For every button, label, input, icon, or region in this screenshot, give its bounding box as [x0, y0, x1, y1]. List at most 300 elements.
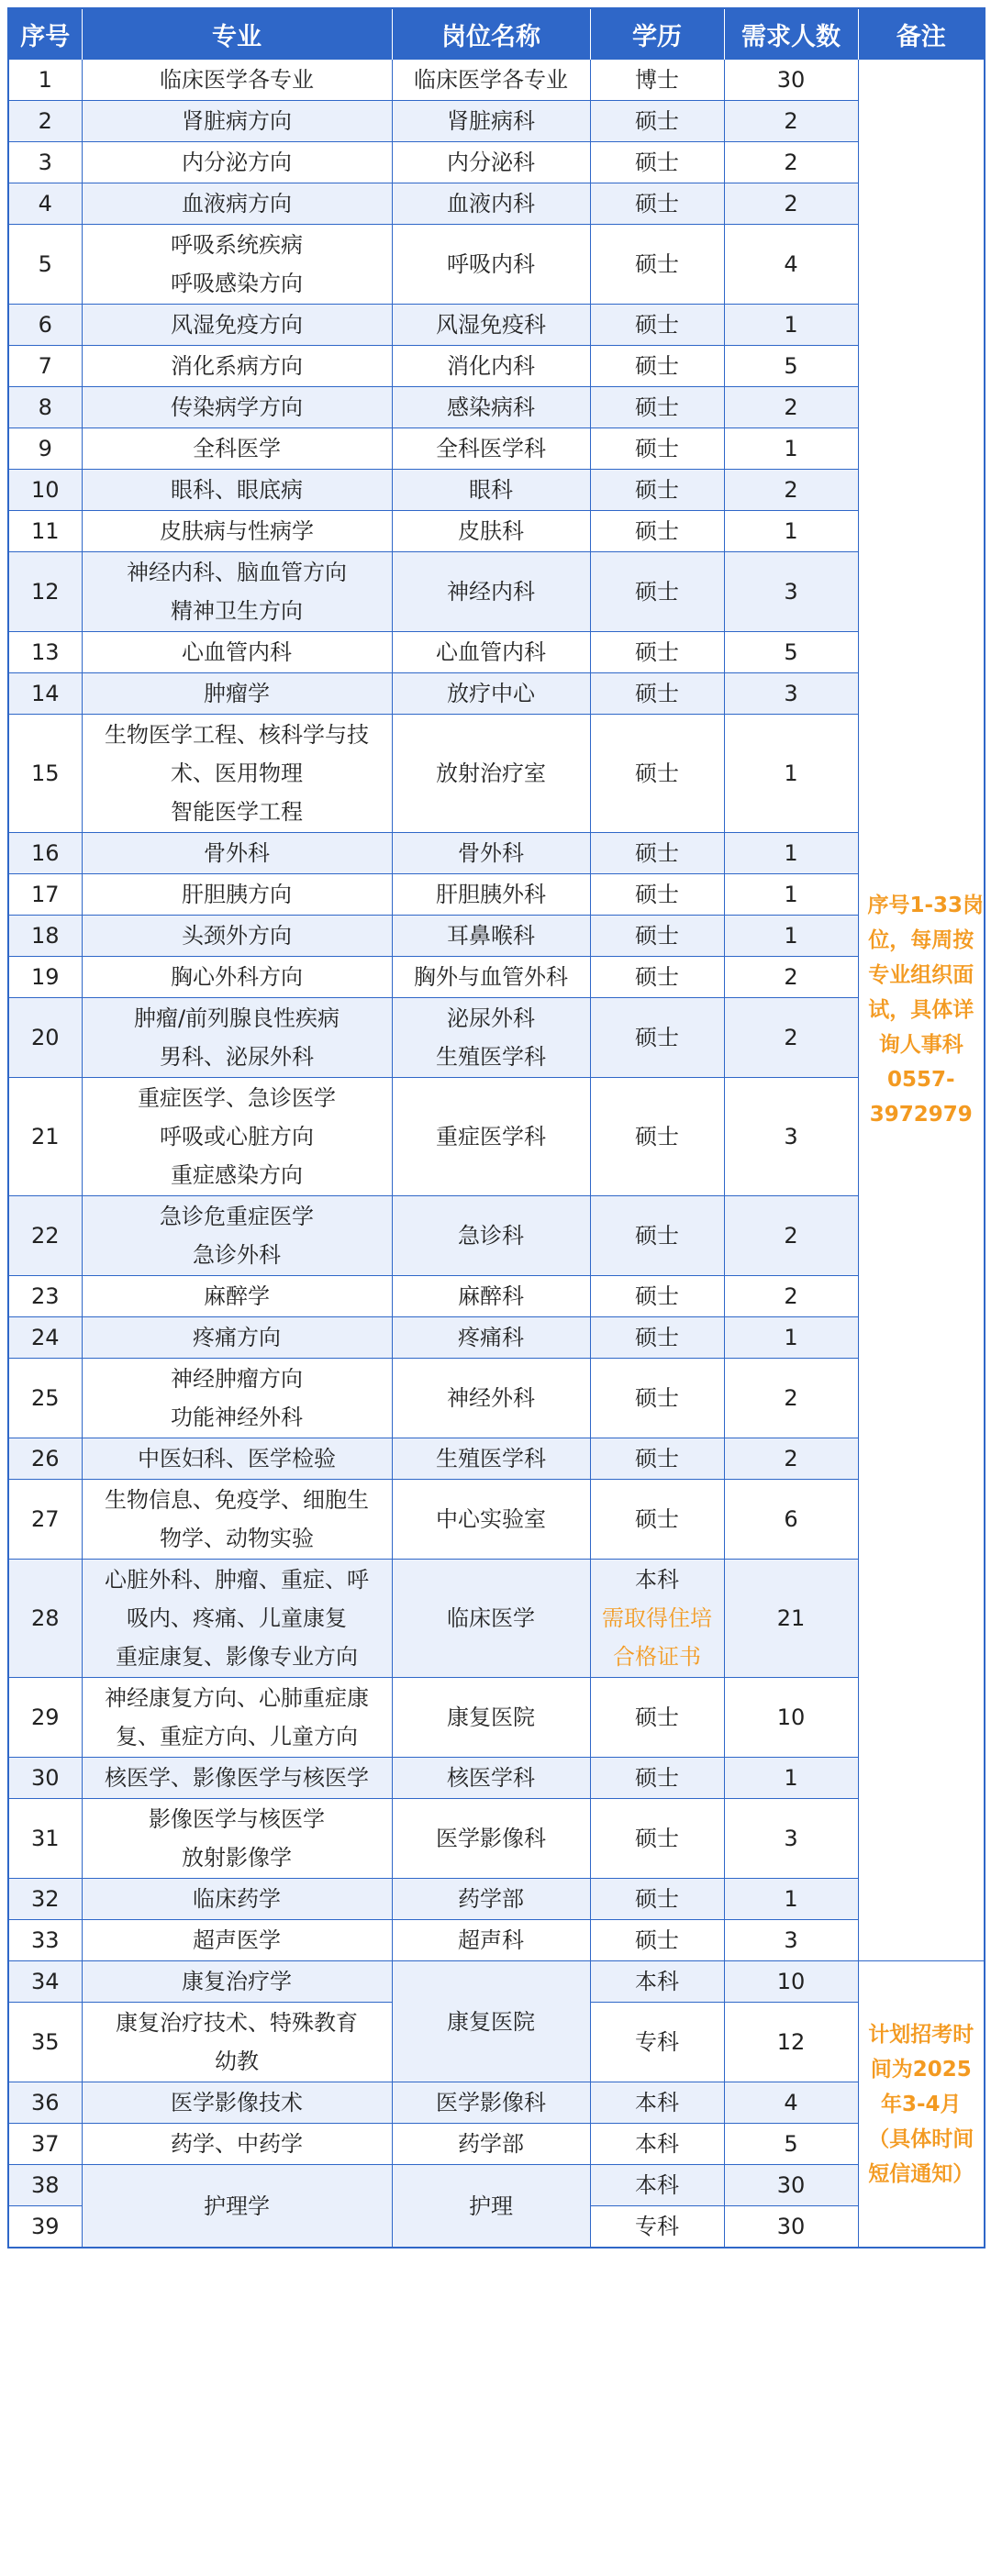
cell-position [392, 2124, 590, 2165]
cell-count: 2 [724, 998, 858, 1078]
cell-no: 24 [8, 1317, 82, 1359]
table-row [8, 1758, 985, 1799]
cell-count: 2 [724, 183, 858, 225]
cell-major [82, 1480, 392, 1560]
cell-no: 36 [8, 2082, 82, 2124]
cell-count: 3 [724, 1799, 858, 1879]
cell-line: 核医学、影像医学与核医学 [105, 1765, 369, 1791]
header-education: 学历 [590, 8, 724, 60]
cell-line: 核医学科 [447, 1765, 535, 1791]
cell-position [392, 1560, 590, 1678]
cell-education [590, 1758, 724, 1799]
cell-line: 传染病学方向 [171, 394, 303, 420]
table-row [8, 1359, 985, 1438]
cell-line: 风湿免疫方向 [171, 312, 303, 338]
cell-line: 骨外科 [204, 840, 270, 866]
cell-line: 药学部 [458, 1886, 524, 1912]
cell-line: 泌尿外科 [447, 1005, 535, 1031]
cell-education [590, 511, 724, 552]
cell-no: 20 [8, 998, 82, 1078]
cell-education [590, 1961, 724, 2003]
cell-no: 12 [8, 552, 82, 632]
cell-line: 硕士 [635, 1325, 679, 1350]
cell-line: 心脏外科、肿瘤、重症、呼 [105, 1567, 369, 1593]
cell-no: 1 [8, 60, 82, 101]
cell-count: 30 [724, 2165, 858, 2206]
cell-line: 中心实验室 [436, 1506, 546, 1532]
cell-count: 2 [724, 1196, 858, 1276]
cell-line: 风湿免疫科 [436, 312, 546, 338]
cell-education [590, 1276, 724, 1317]
cell-count: 5 [724, 2124, 858, 2165]
cell-line: 硕士 [635, 312, 679, 338]
cell-line: 中医妇科、医学检验 [138, 1446, 336, 1471]
cell-line: 肾脏病方向 [182, 108, 292, 134]
cell-line: 硕士 [635, 518, 679, 544]
cell-education [590, 2003, 724, 2082]
cell-line: 重症康复、影像专业方向 [116, 1644, 358, 1670]
cell-education [590, 673, 724, 715]
cell-education [590, 2124, 724, 2165]
cell-major [82, 1276, 392, 1317]
cell-line: 硕士 [635, 761, 679, 786]
cell-position [392, 60, 590, 101]
cell-count: 1 [724, 833, 858, 874]
cell-line: 硕士 [635, 1826, 679, 1851]
cell-line: 耳鼻喉科 [447, 923, 535, 949]
cell-line: 物学、动物实验 [160, 1526, 314, 1551]
cell-line: 需取得住培 [602, 1605, 712, 1631]
cell-major [82, 1799, 392, 1879]
cell-education [590, 998, 724, 1078]
cell-line: 临床医学各专业 [414, 67, 568, 93]
cell-line: 胸外与血管外科 [414, 964, 568, 990]
cell-position [392, 2165, 590, 2248]
cell-education [590, 2082, 724, 2124]
cell-count: 5 [724, 632, 858, 673]
table-row [8, 957, 985, 998]
cell-position [392, 874, 590, 916]
cell-no: 23 [8, 1276, 82, 1317]
cell-major [82, 1359, 392, 1438]
cell-major [82, 1317, 392, 1359]
cell-line: 男科、泌尿外科 [160, 1044, 314, 1070]
cell-education [590, 2165, 724, 2206]
cell-count: 2 [724, 1276, 858, 1317]
cell-education [590, 1078, 724, 1196]
table-row [8, 511, 985, 552]
cell-count: 1 [724, 428, 858, 470]
cell-position [392, 225, 590, 305]
cell-count: 1 [724, 305, 858, 346]
cell-line: 吸内、疼痛、儿童康复 [127, 1605, 347, 1631]
table-row [8, 715, 985, 833]
cell-major [82, 1078, 392, 1196]
cell-count: 4 [724, 2082, 858, 2124]
cell-position [392, 1480, 590, 1560]
cell-no: 37 [8, 2124, 82, 2165]
cell-line: 麻醉科 [458, 1283, 524, 1309]
cell-count: 2 [724, 142, 858, 183]
cell-line: 头颈外方向 [182, 923, 292, 949]
cell-major [82, 1438, 392, 1480]
cell-line: 心血管内科 [436, 639, 546, 665]
cell-line: 皮肤病与性病学 [160, 518, 314, 544]
cell-position [392, 1920, 590, 1961]
cell-line: 医学影像科 [436, 1826, 546, 1851]
cell-line: 临床医学各专业 [160, 67, 314, 93]
cell-position [392, 346, 590, 387]
header-position: 岗位名称 [392, 8, 590, 60]
table-row [8, 1276, 985, 1317]
cell-education [590, 1879, 724, 1920]
table-row [8, 2165, 985, 2206]
cell-education [590, 833, 724, 874]
remark-line: 年3-4月 [880, 2092, 962, 2116]
cell-line: 超声科 [458, 1927, 524, 1953]
cell-no: 31 [8, 1799, 82, 1879]
header-major: 专业 [82, 8, 392, 60]
cell-education [590, 1678, 724, 1758]
cell-remark-note2 [858, 1961, 985, 2248]
table-row [8, 387, 985, 428]
cell-position [392, 833, 590, 874]
cell-line: 疼痛科 [458, 1325, 524, 1350]
cell-position [392, 511, 590, 552]
cell-no: 9 [8, 428, 82, 470]
cell-line: 硕士 [635, 1765, 679, 1791]
cell-position [392, 1758, 590, 1799]
cell-line: 博士 [635, 67, 679, 93]
cell-position [392, 470, 590, 511]
cell-no: 38 [8, 2165, 82, 2206]
cell-major [82, 2082, 392, 2124]
cell-count: 2 [724, 470, 858, 511]
cell-position [392, 1317, 590, 1359]
cell-count: 1 [724, 1317, 858, 1359]
cell-line: 生殖医学科 [436, 1446, 546, 1471]
cell-count: 2 [724, 101, 858, 142]
cell-line: 本科 [635, 1567, 679, 1593]
cell-no: 19 [8, 957, 82, 998]
cell-major [82, 305, 392, 346]
table-body [8, 60, 985, 2248]
cell-count: 1 [724, 511, 858, 552]
cell-line: 急诊危重症医学 [160, 1204, 314, 1229]
cell-no: 17 [8, 874, 82, 916]
cell-line: 超声医学 [193, 1927, 281, 1953]
cell-count: 12 [724, 2003, 858, 2082]
cell-position [392, 998, 590, 1078]
cell-major [82, 1961, 392, 2003]
cell-education [590, 1359, 724, 1438]
table-row [8, 470, 985, 511]
cell-no: 28 [8, 1560, 82, 1678]
cell-major [82, 1920, 392, 1961]
cell-line: 放射治疗室 [436, 761, 546, 786]
cell-line: 呼吸或心脏方向 [160, 1124, 314, 1149]
cell-no: 33 [8, 1920, 82, 1961]
cell-position [392, 1879, 590, 1920]
cell-major [82, 101, 392, 142]
cell-no: 25 [8, 1359, 82, 1438]
cell-line: 疼痛方向 [193, 1325, 281, 1350]
cell-count: 2 [724, 1438, 858, 1480]
cell-count: 2 [724, 957, 858, 998]
cell-line: 药学部 [458, 2131, 524, 2157]
cell-line: 生殖医学科 [436, 1044, 546, 1070]
cell-line: 神经康复方向、心肺重症康 [105, 1685, 369, 1711]
cell-no: 11 [8, 511, 82, 552]
table-row [8, 1920, 985, 1961]
cell-line: 硕士 [635, 681, 679, 706]
cell-line: 智能医学工程 [171, 799, 303, 825]
cell-major [82, 874, 392, 916]
cell-major [82, 1560, 392, 1678]
cell-line: 硕士 [635, 1283, 679, 1309]
table-row [8, 60, 985, 101]
cell-education [590, 142, 724, 183]
cell-count: 2 [724, 1359, 858, 1438]
cell-count: 1 [724, 1879, 858, 1920]
cell-education [590, 470, 724, 511]
cell-no: 8 [8, 387, 82, 428]
cell-line: 神经外科 [447, 1385, 535, 1411]
table-row [8, 632, 985, 673]
cell-line: 硕士 [635, 840, 679, 866]
cell-no: 18 [8, 916, 82, 957]
recruitment-table-wrapper [7, 7, 984, 2248]
cell-count: 1 [724, 916, 858, 957]
cell-line: 血液内科 [447, 191, 535, 217]
cell-line: 硕士 [635, 436, 679, 461]
cell-position [392, 1438, 590, 1480]
cell-line: 术、医用物理 [171, 761, 303, 786]
cell-line: 肝胆胰外科 [436, 882, 546, 907]
cell-line: 血液病方向 [182, 191, 292, 217]
cell-no: 2 [8, 101, 82, 142]
cell-line: 消化系病方向 [171, 353, 303, 379]
remark-line: 间为2025 [870, 2057, 972, 2082]
table-row [8, 1879, 985, 1920]
table-row [8, 998, 985, 1078]
cell-education [590, 1480, 724, 1560]
cell-education [590, 2206, 724, 2248]
cell-line: 康复医院 [447, 1704, 535, 1730]
cell-line: 眼科、眼底病 [171, 477, 303, 503]
cell-line: 硕士 [635, 1506, 679, 1532]
table-row [8, 1799, 985, 1879]
cell-count: 3 [724, 1078, 858, 1196]
table-row [8, 1438, 985, 1480]
cell-major [82, 833, 392, 874]
table-row [8, 2082, 985, 2124]
cell-line: 硕士 [635, 1223, 679, 1249]
cell-major [82, 1758, 392, 1799]
cell-no: 13 [8, 632, 82, 673]
cell-major [82, 142, 392, 183]
cell-major [82, 998, 392, 1078]
cell-no: 16 [8, 833, 82, 874]
cell-major [82, 916, 392, 957]
cell-line: 护理学 [204, 2193, 270, 2219]
cell-count: 1 [724, 874, 858, 916]
cell-line: 医学影像科 [436, 2090, 546, 2115]
cell-position [392, 1359, 590, 1438]
cell-education [590, 1317, 724, 1359]
cell-line: 康复治疗技术、特殊教育 [116, 2010, 358, 2036]
cell-major [82, 632, 392, 673]
cell-line: 硕士 [635, 394, 679, 420]
cell-no: 21 [8, 1078, 82, 1196]
cell-no: 15 [8, 715, 82, 833]
cell-position [392, 632, 590, 673]
cell-education [590, 874, 724, 916]
cell-education [590, 552, 724, 632]
cell-education [590, 916, 724, 957]
cell-position [392, 101, 590, 142]
cell-remark-note1 [858, 60, 985, 1961]
cell-education [590, 183, 724, 225]
cell-line: 本科 [635, 1969, 679, 1994]
cell-education [590, 428, 724, 470]
cell-line: 急诊外科 [193, 1242, 281, 1268]
cell-no: 4 [8, 183, 82, 225]
cell-count: 10 [724, 1961, 858, 2003]
cell-line: 呼吸内科 [447, 251, 535, 277]
table-row [8, 142, 985, 183]
table-row [8, 833, 985, 874]
header-no: 序号 [8, 8, 82, 60]
cell-no: 14 [8, 673, 82, 715]
remark-line: （具体时间 [868, 2126, 974, 2151]
table-row [8, 552, 985, 632]
cell-line: 硕士 [635, 579, 679, 605]
cell-count: 10 [724, 1678, 858, 1758]
cell-major [82, 2165, 392, 2248]
cell-position [392, 673, 590, 715]
table-row [8, 1678, 985, 1758]
cell-no: 35 [8, 2003, 82, 2082]
cell-major [82, 673, 392, 715]
header-remarks: 备注 [858, 8, 985, 60]
cell-no: 34 [8, 1961, 82, 2003]
cell-line: 肿瘤学 [204, 681, 270, 706]
cell-line: 放疗中心 [447, 681, 535, 706]
remark-line: 试，具体详 [868, 998, 974, 1022]
remark-line: 序号1-33岗 [867, 894, 985, 917]
table-row [8, 1560, 985, 1678]
cell-line: 硕士 [635, 191, 679, 217]
table-row [8, 1078, 985, 1196]
table-row [8, 183, 985, 225]
table-row [8, 916, 985, 957]
cell-position [392, 387, 590, 428]
cell-line: 皮肤科 [458, 518, 524, 544]
cell-line: 护理 [469, 2193, 513, 2219]
table-row [8, 1480, 985, 1560]
cell-line: 重症感染方向 [171, 1162, 303, 1188]
cell-line: 重症医学、急诊医学 [138, 1085, 336, 1111]
cell-line: 硕士 [635, 1385, 679, 1411]
cell-line: 硕士 [635, 1446, 679, 1471]
table-row [8, 2124, 985, 2165]
cell-education [590, 632, 724, 673]
cell-line: 放射影像学 [182, 1845, 292, 1871]
cell-position [392, 1799, 590, 1879]
cell-major [82, 2003, 392, 2082]
cell-line: 康复医院 [447, 2008, 535, 2035]
cell-line: 胸心外科方向 [171, 964, 303, 990]
table-row [8, 305, 985, 346]
cell-line: 硕士 [635, 882, 679, 907]
remark-line: 专业组织面 [868, 963, 974, 987]
recruitment-table [7, 7, 985, 2248]
remark-line: 位，每周按 [868, 928, 974, 952]
cell-major [82, 225, 392, 305]
table-row [8, 874, 985, 916]
table-row [8, 428, 985, 470]
cell-line: 呼吸感染方向 [171, 271, 303, 296]
cell-line: 生物医学工程、核科学与技 [105, 722, 369, 748]
cell-line: 硕士 [635, 108, 679, 134]
cell-education [590, 101, 724, 142]
cell-education [590, 305, 724, 346]
cell-education [590, 60, 724, 101]
cell-line: 肾脏病科 [447, 108, 535, 134]
cell-count: 6 [724, 1480, 858, 1560]
header-row [8, 8, 985, 60]
cell-count: 30 [724, 2206, 858, 2248]
cell-major [82, 1879, 392, 1920]
remark-line: 短信通知） [868, 2161, 974, 2186]
cell-line: 本科 [635, 2172, 679, 2198]
remark-line: 3972979 [869, 1103, 973, 1127]
cell-major [82, 2124, 392, 2165]
cell-no: 26 [8, 1438, 82, 1480]
cell-line: 硕士 [635, 1025, 679, 1050]
cell-line: 神经肿瘤方向 [171, 1366, 303, 1392]
cell-education [590, 1799, 724, 1879]
cell-position [392, 552, 590, 632]
remark-line: 计划招考时 [868, 2022, 974, 2047]
cell-line: 骨外科 [458, 840, 524, 866]
cell-line: 生物信息、免疫学、细胞生 [105, 1487, 369, 1513]
cell-line: 硕士 [635, 923, 679, 949]
cell-line: 呼吸系统疾病 [171, 232, 303, 258]
cell-major [82, 346, 392, 387]
cell-line: 硕士 [635, 477, 679, 503]
cell-position [392, 305, 590, 346]
table-row [8, 101, 985, 142]
cell-line: 合格证书 [613, 1644, 701, 1670]
cell-major [82, 552, 392, 632]
cell-position [392, 183, 590, 225]
cell-major [82, 957, 392, 998]
cell-position [392, 1078, 590, 1196]
cell-position [392, 1678, 590, 1758]
remark-line: 询人事科 [878, 1033, 963, 1057]
cell-major [82, 470, 392, 511]
cell-line: 全科医学科 [436, 436, 546, 461]
cell-position [392, 1961, 590, 2082]
cell-line: 医学影像技术 [171, 2090, 303, 2115]
cell-no: 7 [8, 346, 82, 387]
cell-line: 硕士 [635, 1927, 679, 1953]
cell-count: 4 [724, 225, 858, 305]
cell-education [590, 225, 724, 305]
cell-line: 专科 [635, 2029, 679, 2055]
